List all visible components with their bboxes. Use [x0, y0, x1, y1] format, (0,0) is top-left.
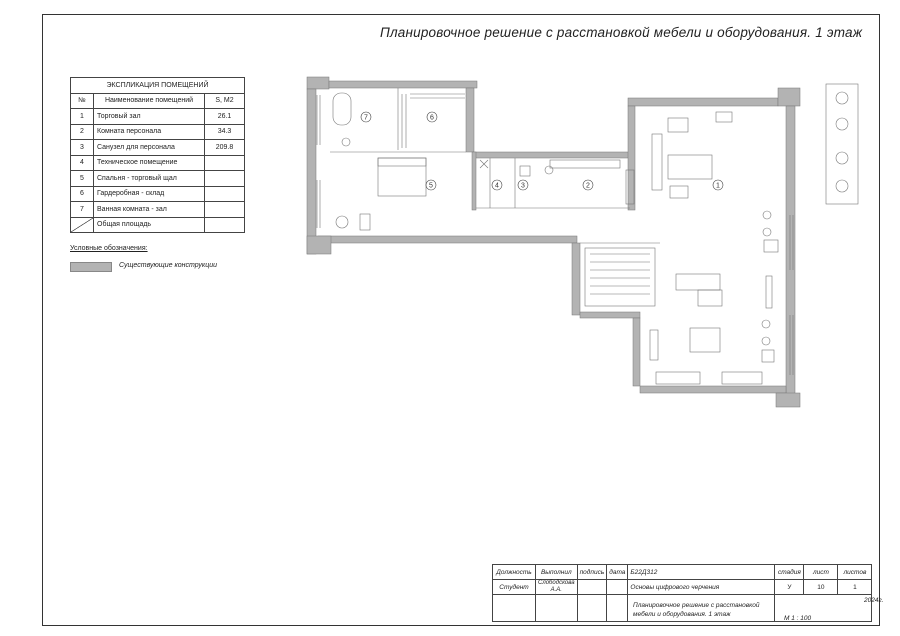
- stamp-header-date: дата: [607, 565, 628, 580]
- row-number: 3: [71, 140, 94, 156]
- stamp-role: Студент: [493, 580, 536, 595]
- stamp-course: Основы цифрового черчения: [628, 580, 775, 595]
- room-label-5: 5: [429, 182, 433, 190]
- stamp-code: Б22Д312: [628, 565, 775, 580]
- row-number: 1: [71, 109, 94, 125]
- stamp-empty-cell: [536, 595, 578, 622]
- stamp-empty-cell: [577, 595, 607, 622]
- sheet-title: Планировочное решение с расстановкой мебели и оборудования. 1 этаж: [380, 25, 863, 40]
- room-label-1: 1: [716, 182, 720, 190]
- row-number: 6: [71, 186, 94, 202]
- legend-title: Условные обозначения:: [70, 245, 148, 252]
- stamp-header-sign: подпись: [577, 565, 607, 580]
- col-number-header: №: [71, 93, 94, 109]
- stamp-author: Слободскова А.А.: [536, 580, 578, 595]
- legend-label: Существующие конструкции: [119, 262, 218, 269]
- room-label-2: 2: [586, 182, 590, 190]
- row-number: 7: [71, 202, 94, 218]
- room-label-4: 4: [495, 182, 499, 190]
- row-name: Спальня - торговый щал: [94, 171, 205, 187]
- stamp-sheets: 1: [838, 580, 872, 595]
- room-markers: [361, 112, 723, 190]
- stamp-stage: У: [775, 580, 804, 595]
- row-name: Торговый зал: [94, 109, 205, 125]
- stamp-empty-cell: [607, 595, 628, 622]
- stamp-header-performed: Выполнил: [536, 565, 578, 580]
- stamp-sign-cell: [577, 580, 607, 595]
- stamp-header-stage: стадия: [775, 565, 804, 580]
- stamp-header-sheet: лист: [804, 565, 838, 580]
- row-number: 2: [71, 124, 94, 140]
- stamp-description: [633, 601, 759, 619]
- room-label-6: 6: [430, 114, 434, 122]
- stamp-date-cell: [607, 580, 628, 595]
- stamp-year: 2024г.: [864, 597, 884, 604]
- row-name: Комната персонала: [94, 124, 205, 140]
- explication-header: ЭКСПЛИКАЦИЯ ПОМЕЩЕНИЙ: [71, 78, 245, 94]
- row-name: Ванная комната - зал: [94, 202, 205, 218]
- row-number: 4: [71, 155, 94, 171]
- row-area: 34.3: [205, 124, 245, 140]
- total-label: Общая площадь: [94, 217, 205, 233]
- stamp-header-position: Должность: [493, 565, 536, 580]
- row-name: Санузел для персонала: [94, 140, 205, 156]
- existing-walls: [307, 77, 800, 407]
- stamp-empty-cell: [493, 595, 536, 622]
- row-number: 5: [71, 171, 94, 187]
- row-area: 209.8: [205, 140, 245, 156]
- stamp-header-sheets: листов: [838, 565, 872, 580]
- plan-lines: [317, 84, 858, 384]
- stamp-sheet: 10: [804, 580, 838, 595]
- row-area: 26.1: [205, 109, 245, 125]
- row-name: Техническое помещение: [94, 155, 205, 171]
- room-label-7: 7: [364, 114, 368, 122]
- stamp-description-line-2: мебели и оборудования. 1 этаж: [633, 611, 731, 618]
- row-name: Гардеробная - склад: [94, 186, 205, 202]
- col-area-header: S, M2: [205, 93, 245, 109]
- room-label-3: 3: [521, 182, 525, 190]
- col-name-header: Наименование помещений: [94, 93, 205, 109]
- stamp-description-line-1: Планировочное решение с расстановкой: [633, 602, 760, 609]
- stamp-scale: М 1 : 100: [784, 615, 812, 622]
